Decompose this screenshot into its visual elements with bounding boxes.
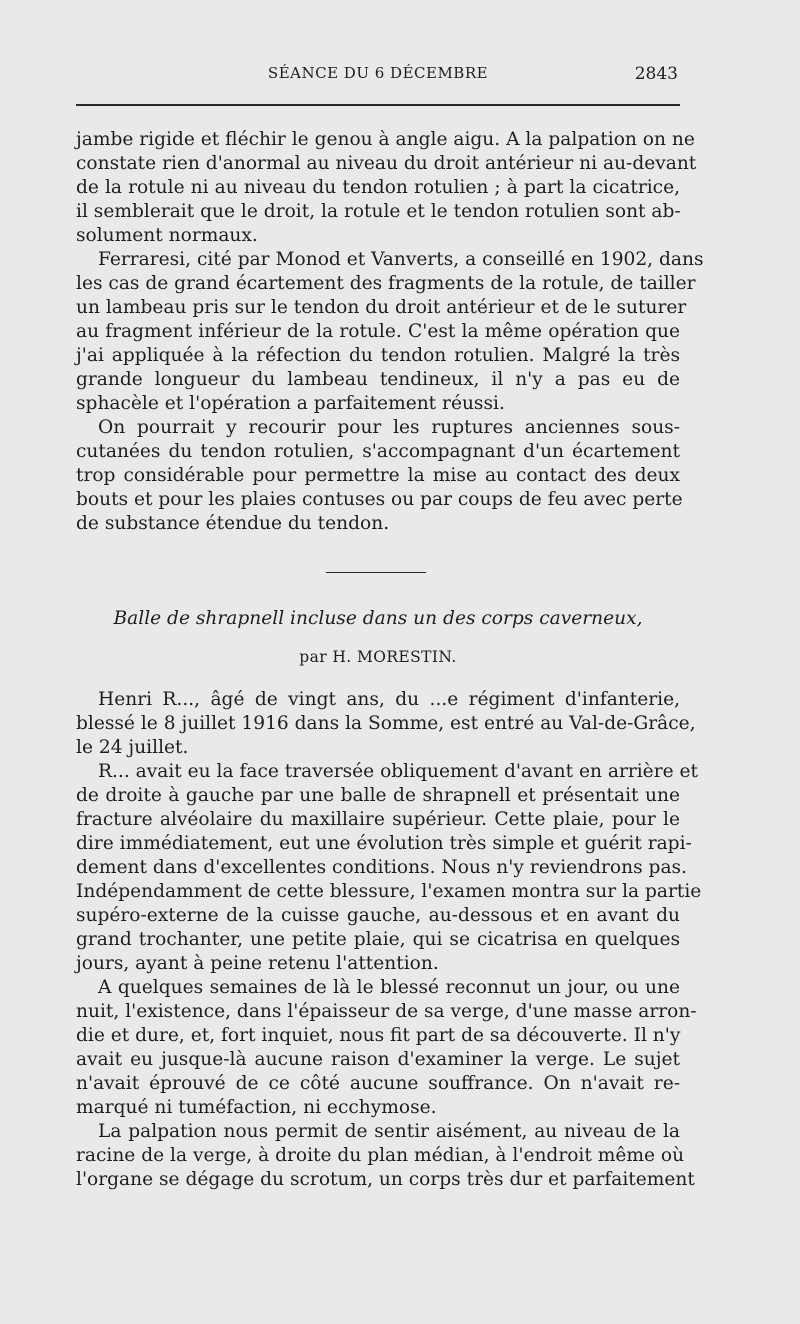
- text-line: die et dure, et, fort inquiet, nous fit part de sa découverte. Il n'y: [76, 1025, 681, 1046]
- section-1-body: [76, 128, 704, 536]
- text-line: La palpation nous permit de sentir aisément, au niveau de la: [98, 1121, 680, 1142]
- text-line: fracture alvéolaire du maxillaire supérieur. Cette plaie, pour le: [76, 809, 680, 830]
- text-line: marqué ni tuméfaction, ni ecchymose.: [76, 1097, 437, 1118]
- text-line: jours, ayant à peine retenu l'attention.: [76, 953, 439, 974]
- page-number: 2843: [634, 64, 678, 84]
- text-line: A quelques semaines de là le blessé reconnut un jour, ou une: [98, 977, 680, 998]
- text-line: de substance étendue du tendon.: [76, 513, 390, 534]
- text-line: il semblerait que le droit, la rotule et le tendon rotulien sont ab-: [76, 201, 681, 222]
- text-line: grande longueur du lambeau tendineux, il n'y a pas eu de: [76, 369, 680, 390]
- text-line: racine de la verge, à droite du plan médian, à l'endroit même où: [76, 1145, 685, 1166]
- text-line: supéro-externe de la cuisse gauche, au-dessous et en avant du: [76, 905, 680, 926]
- text-line: les cas de grand écartement des fragments de la rotule, de tailler: [76, 273, 696, 294]
- text-line: dire immédiatement, eut une évolution très simple et guérit rapi-: [76, 833, 692, 854]
- text-line: au fragment inférieur de la rotule. C'est la même opération que: [76, 321, 680, 342]
- header-rule: [76, 104, 680, 106]
- text-line: jambe rigide et fléchir le genou à angle aigu. A la palpation on ne: [76, 129, 695, 150]
- article-byline: par H. MORESTIN.: [299, 648, 457, 666]
- section-separator: [326, 572, 426, 573]
- text-line: un lambeau pris sur le tendon du droit antérieur et de le suturer: [76, 297, 687, 318]
- text-line: blessé le 8 juillet 1916 dans la Somme, est entré au Val-de-Grâce,: [76, 713, 696, 734]
- text-line: avait eu jusque-là aucune raison d'examiner la verge. Le sujet: [76, 1049, 680, 1070]
- text-line: nuit, l'existence, dans l'épaisseur de sa verge, d'une masse arron-: [76, 1001, 697, 1022]
- text-line: trop considérable pour permettre la mise au contact des deux: [76, 465, 680, 486]
- text-line: On pourrait y recourir pour les ruptures anciennes sous-: [98, 417, 680, 438]
- running-title: SÉANCE DU 6 DÉCEMBRE: [267, 64, 489, 82]
- text-line: grand trochanter, une petite plaie, qui se cicatrisa en quelques: [76, 929, 680, 950]
- text-line: l'organe se dégage du scrotum, un corps très dur et parfaitement: [76, 1169, 695, 1190]
- text-line: Henri R..., âgé de vingt ans, du ...e régiment d'infanterie,: [98, 689, 680, 710]
- text-line: Indépendamment de cette blessure, l'examen montra sur la partie: [76, 881, 702, 902]
- text-line: de la rotule ni au niveau du tendon rotulien ; à part la cicatrice,: [76, 177, 680, 198]
- text-line: constate rien d'anormal au niveau du droit antérieur ni au-devant: [76, 153, 697, 174]
- text-line: dement dans d'excellentes conditions. Nous n'y reviendrons pas.: [76, 857, 687, 878]
- text-line: bouts et pour les plaies contuses ou par coups de feu avec perte: [76, 489, 683, 510]
- text-line: sphacèle et l'opération a parfaitement réussi.: [76, 393, 505, 414]
- text-line: le 24 juillet.: [76, 737, 189, 758]
- text-line: de droite à gauche par une balle de shrapnell et présentait une: [76, 785, 680, 806]
- section-2-body: [76, 688, 702, 1192]
- text-line: n'avait éprouvé de ce côté aucune souffrance. On n'avait re-: [76, 1073, 680, 1094]
- text-line: j'ai appliquée à la réfection du tendon rotulien. Malgré la très: [76, 345, 680, 366]
- running-header: [76, 64, 680, 86]
- text-line: solument normaux.: [76, 225, 258, 246]
- text-line: cutanées du tendon rotulien, s'accompagnant d'un écartement: [76, 441, 680, 462]
- article-title: Balle de shrapnell incluse dans un des corps caverneux,: [113, 608, 643, 629]
- text-line: Ferraresi, cité par Monod et Vanverts, a conseillé en 1902, dans: [98, 249, 704, 270]
- text-line: R... avait eu la face traversée obliquement d'avant en arrière et: [98, 761, 698, 782]
